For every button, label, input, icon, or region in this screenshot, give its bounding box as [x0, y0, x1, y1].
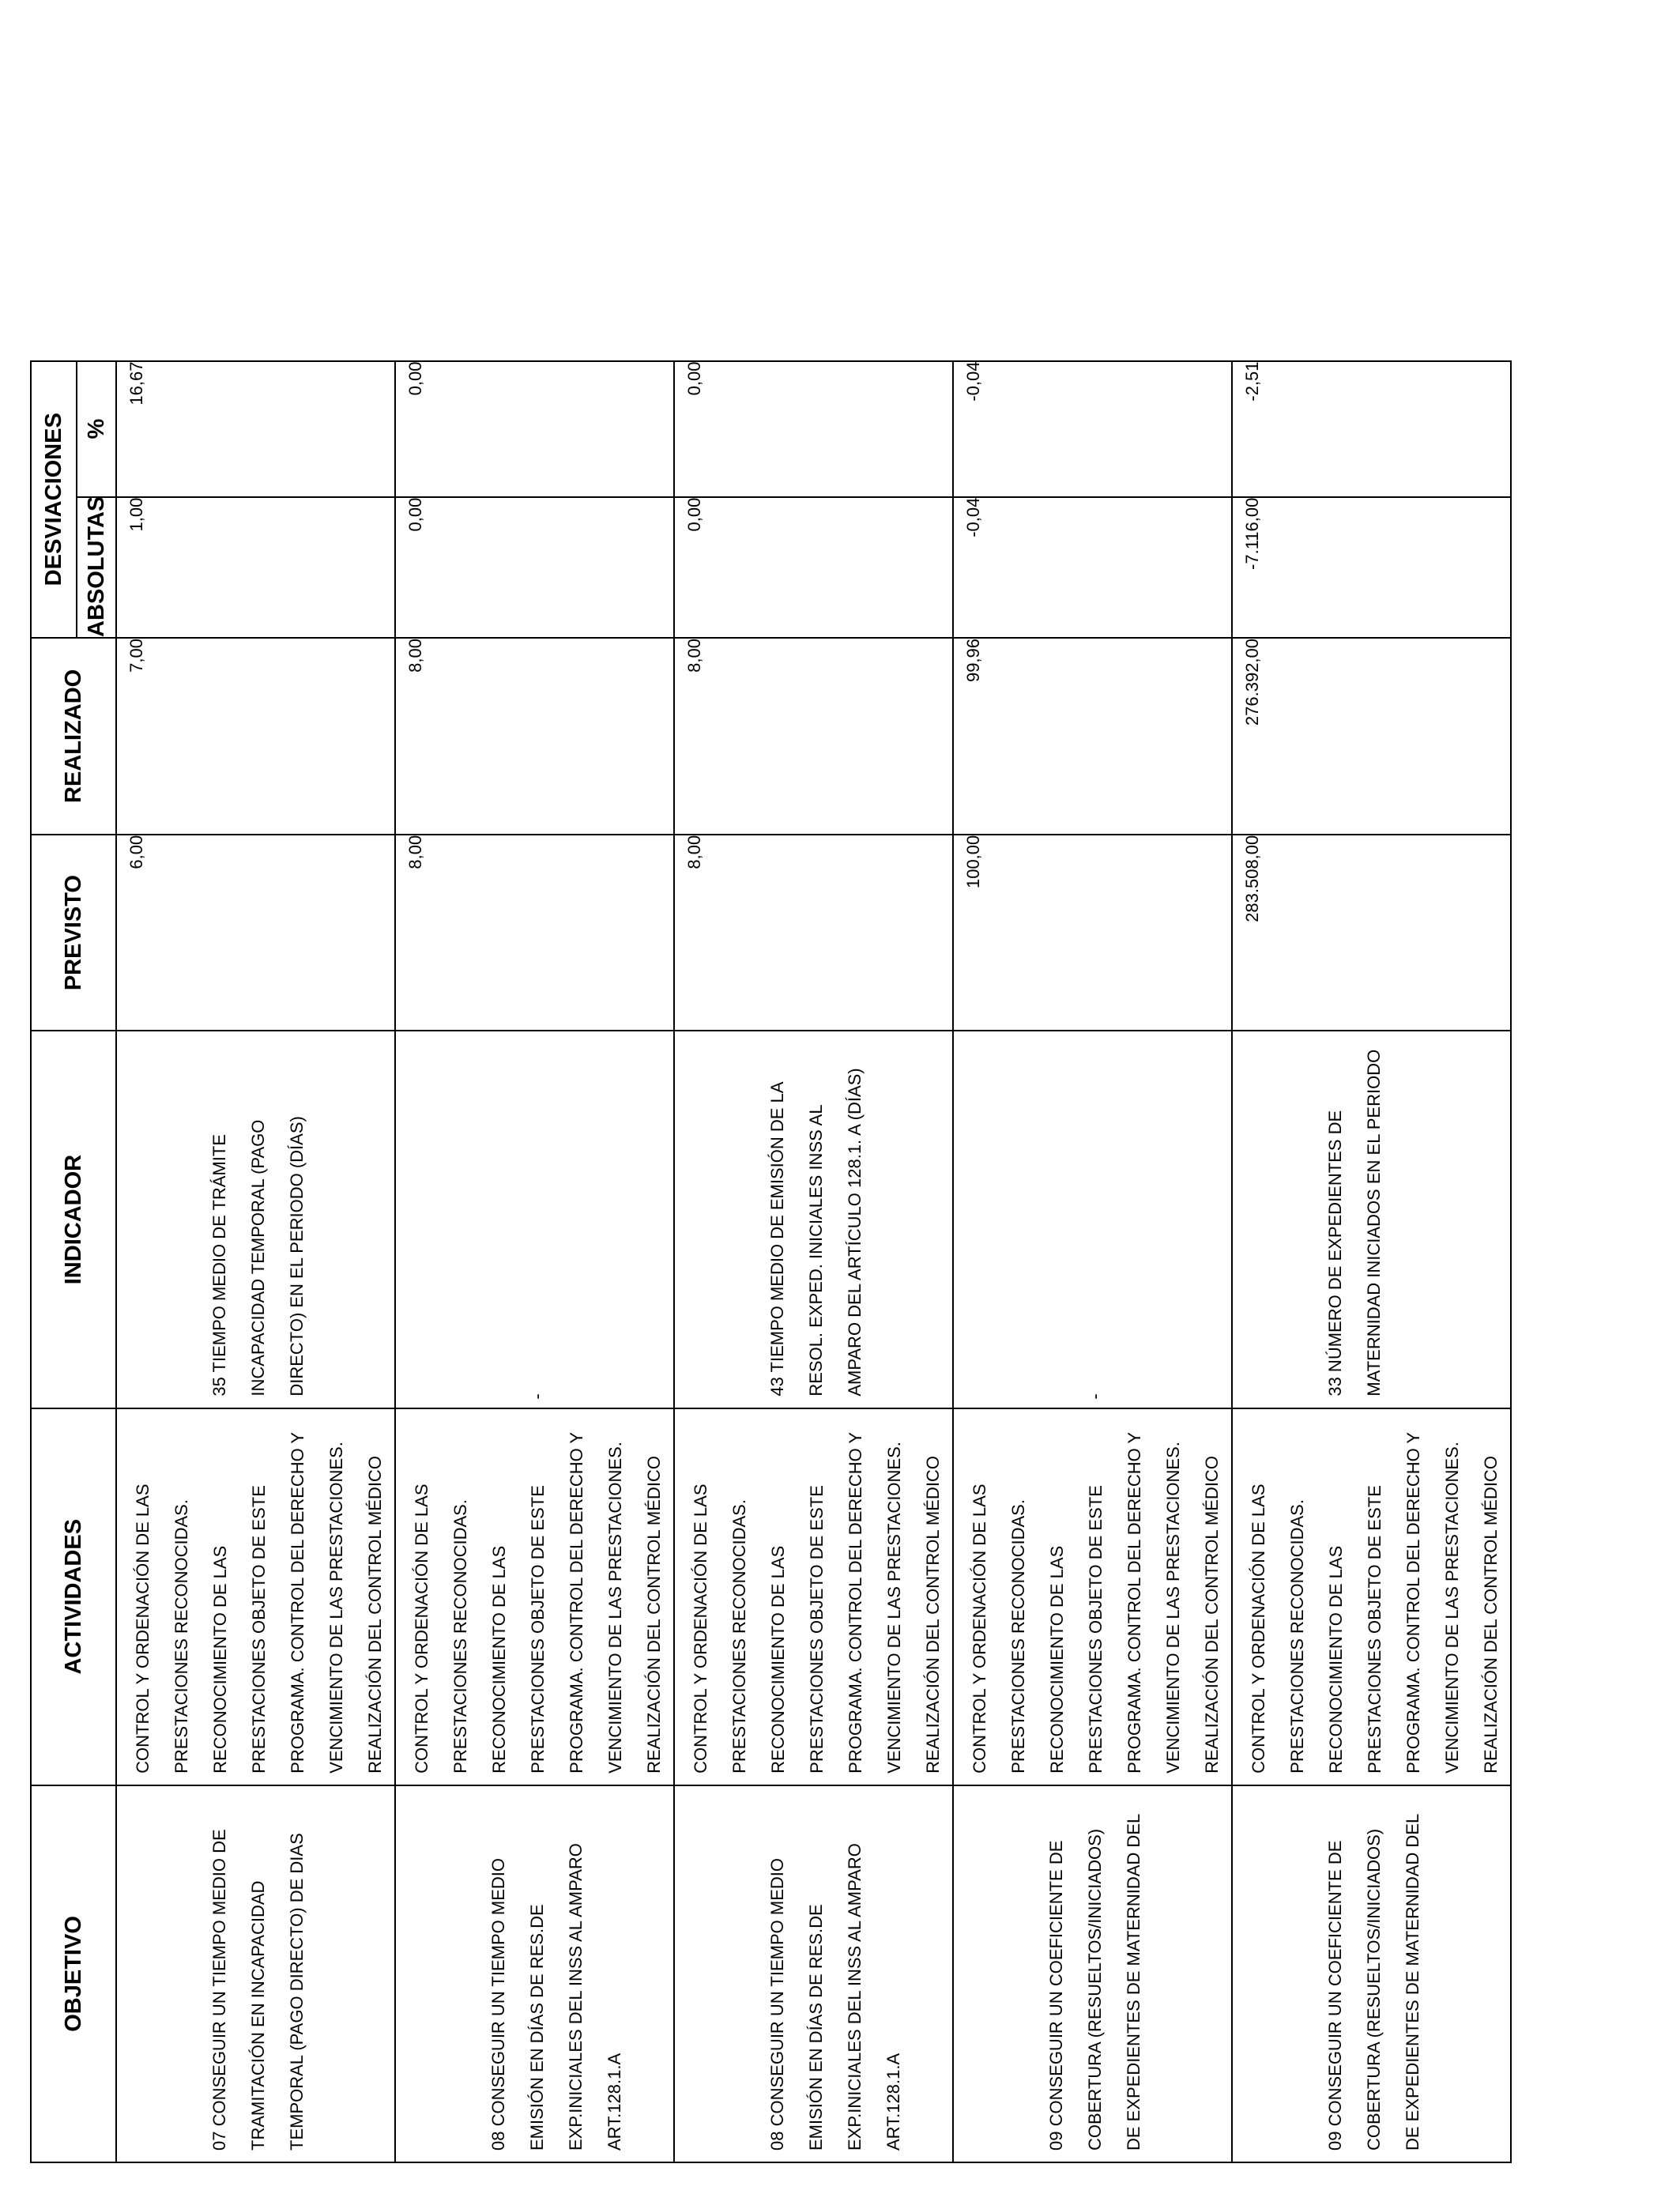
cell-indicador-line: INCAPACIDAD TEMPORAL (PAGO: [248, 1119, 268, 1397]
cell-indicador-line: AMPARO DEL ARTÍCULO 128.1. A (DÍAS): [845, 1068, 864, 1397]
cell-indicador-line: RESOL. EXPED. INICIALES INSS AL: [806, 1104, 826, 1397]
cell-indicador-line: MATERNIDAD INICIADOS EN EL PERIODO: [1364, 1049, 1384, 1397]
cell-porcentaje: -2,51: [1232, 361, 1511, 497]
cell-objetivo-line: 08 CONSEGUIR UN TIEMPO MEDIO: [488, 1858, 508, 2151]
cell-actividades-line: CONTROL Y ORDENACIÓN DE LAS: [1249, 1483, 1268, 1774]
cell-realizado: 8,00: [395, 638, 674, 835]
objectives-table: [30, 36, 1512, 2163]
cell-actividades-line: PROGRAMA. CONTROL DEL DERECHO Y: [288, 1431, 307, 1774]
cell-objetivo-line: DE EXPEDIENTES DE MATERNIDAD DEL: [1124, 1813, 1143, 2151]
table-row: [116, 36, 395, 2162]
cell-indicador-line: 43 TIEMPO MEDIO DE EMISIÓN DE LA: [767, 1081, 787, 1397]
cell-actividades-line: REALIZACIÓN DEL CONTROL MÉDICO: [1202, 1456, 1222, 1774]
cell-actividades-line: PRESTACIONES RECONOCIDAS.: [729, 1499, 749, 1774]
table-row: [674, 36, 953, 2162]
cell-actividades-line: RECONOCIMIENTO DE LAS: [768, 1545, 788, 1774]
cell-objetivo-line: 09 CONSEGUIR UN COEFICIENTE DE: [1046, 1840, 1066, 2151]
cell-actividades-line: PROGRAMA. CONTROL DEL DERECHO Y: [846, 1431, 865, 1774]
header-porcentaje: %: [77, 361, 116, 497]
cell-actividades-line: RECONOCIMIENTO DE LAS: [1326, 1545, 1346, 1774]
table-row: [953, 36, 1232, 2162]
header-previsto: PREVISTO: [31, 835, 116, 1031]
cell-actividades-line: REALIZACIÓN DEL CONTROL MÉDICO: [923, 1456, 943, 1774]
cell-actividades-line: RECONOCIMIENTO DE LAS: [210, 1545, 230, 1774]
table-row: [395, 36, 674, 2162]
cell-porcentaje: 16,67: [116, 361, 395, 497]
cell-porcentaje: 0,00: [395, 361, 674, 497]
blank-margin-cell: [395, 36, 674, 361]
header-desviaciones: DESVIACIONES: [31, 361, 77, 638]
cell-indicador: [1232, 1031, 1511, 1408]
cell-objetivo: [953, 1785, 1232, 2162]
cell-indicador: [116, 1031, 395, 1408]
cell-previsto: 8,00: [674, 835, 953, 1031]
blank-margin: [31, 36, 116, 361]
cell-actividades-line: PRESTACIONES RECONOCIDAS.: [171, 1499, 191, 1774]
cell-indicador: [395, 1031, 674, 1408]
cell-actividades-line: PRESTACIONES OBJETO DE ESTE: [1086, 1485, 1106, 1774]
cell-actividades: [953, 1408, 1232, 1785]
cell-objetivo-line: 07 CONSEGUIR UN TIEMPO MEDIO DE: [209, 1829, 229, 2151]
cell-actividades-line: PROGRAMA. CONTROL DEL DERECHO Y: [567, 1431, 586, 1774]
cell-actividades-line: CONTROL Y ORDENACIÓN DE LAS: [970, 1483, 989, 1774]
cell-realizado: 276.392,00: [1232, 638, 1511, 835]
cell-objetivo: [395, 1785, 674, 2162]
cell-objetivo: [1232, 1785, 1511, 2162]
blank-margin-cell: [116, 36, 395, 361]
cell-actividades-line: PRESTACIONES RECONOCIDAS.: [1008, 1499, 1028, 1774]
cell-objetivo-line: 08 CONSEGUIR UN TIEMPO MEDIO: [767, 1858, 787, 2151]
cell-objetivo-line: 09 CONSEGUIR UN COEFICIENTE DE: [1325, 1840, 1345, 2151]
cell-porcentaje: 0,00: [674, 361, 953, 497]
cell-actividades-line: PRESTACIONES RECONOCIDAS.: [1287, 1499, 1307, 1774]
cell-actividades: [395, 1408, 674, 1785]
cell-porcentaje: -0,04: [953, 361, 1232, 497]
cell-indicador-line: 35 TIEMPO MEDIO DE TRÁMITE: [209, 1133, 229, 1397]
cell-objetivo-line: TRAMITACIÓN EN INCAPACIDAD: [248, 1880, 268, 2151]
cell-objetivo-line: EXP.INICIALES DEL INSS AL AMPARO: [566, 1843, 586, 2151]
cell-actividades-line: CONTROL Y ORDENACIÓN DE LAS: [412, 1483, 431, 1774]
cell-actividades-line: REALIZACIÓN DEL CONTROL MÉDICO: [644, 1456, 664, 1774]
cell-actividades-line: REALIZACIÓN DEL CONTROL MÉDICO: [365, 1456, 385, 1774]
cell-previsto: 8,00: [395, 835, 674, 1031]
cell-actividades-line: PROGRAMA. CONTROL DEL DERECHO Y: [1403, 1431, 1423, 1774]
cell-actividades: [1232, 1408, 1511, 1785]
cell-actividades-line: PRESTACIONES RECONOCIDAS.: [450, 1499, 470, 1774]
cell-objetivo-line: EXP.INICIALES DEL INSS AL AMPARO: [845, 1843, 864, 2151]
cell-objetivo-line: EMISIÓN EN DÍAS DE RES.DE: [527, 1904, 547, 2151]
header-realizado: REALIZADO: [31, 638, 116, 835]
cell-actividades-line: PRESTACIONES OBJETO DE ESTE: [1365, 1485, 1384, 1774]
cell-indicador: [953, 1031, 1232, 1408]
cell-actividades-line: VENCIMIENTO DE LAS PRESTACIONES.: [1163, 1442, 1183, 1774]
cell-objetivo-line: COBERTURA (RESUELTOS/INICIADOS): [1364, 1828, 1384, 2151]
cell-actividades-line: PRESTACIONES OBJETO DE ESTE: [807, 1485, 827, 1774]
cell-absolutas: 0,00: [674, 497, 953, 638]
cell-actividades-line: VENCIMIENTO DE LAS PRESTACIONES.: [326, 1442, 346, 1774]
cell-objetivo-line: COBERTURA (RESUELTOS/INICIADOS): [1085, 1828, 1105, 2151]
header-actividades: ACTIVIDADES: [31, 1408, 116, 1785]
cell-actividades: [674, 1408, 953, 1785]
blank-margin-cell: [674, 36, 953, 361]
blank-margin-cell: [953, 36, 1232, 361]
cell-objetivo-line: DE EXPEDIENTES DE MATERNIDAD DEL: [1403, 1813, 1422, 2151]
cell-realizado: 99,96: [953, 638, 1232, 835]
cell-realizado: 8,00: [674, 638, 953, 835]
blank-margin-cell: [1232, 36, 1511, 361]
header-indicador: INDICADOR: [31, 1031, 116, 1408]
cell-actividades-line: PROGRAMA. CONTROL DEL DERECHO Y: [1124, 1431, 1144, 1774]
cell-objetivo-line: ART.128.1.A: [605, 2053, 624, 2151]
cell-indicador-line: DIRECTO) EN EL PERIODO (DÍAS): [287, 1116, 307, 1397]
cell-objetivo-line: TEMPORAL (PAGO DIRECTO) DE DIAS: [287, 1833, 307, 2151]
header-objetivo: OBJETIVO: [31, 1785, 116, 2162]
cell-actividades-line: VENCIMIENTO DE LAS PRESTACIONES.: [605, 1442, 625, 1774]
table-row: [1232, 36, 1511, 2162]
cell-absolutas: 0,00: [395, 497, 674, 638]
cell-actividades-line: RECONOCIMIENTO DE LAS: [1047, 1545, 1067, 1774]
cell-actividades-line: VENCIMIENTO DE LAS PRESTACIONES.: [884, 1442, 904, 1774]
cell-actividades-line: PRESTACIONES OBJETO DE ESTE: [528, 1485, 548, 1774]
cell-actividades-line: RECONOCIMIENTO DE LAS: [489, 1545, 509, 1774]
cell-absolutas: -7.116,00: [1232, 497, 1511, 638]
cell-absolutas: 1,00: [116, 497, 395, 638]
cell-actividades-line: REALIZACIÓN DEL CONTROL MÉDICO: [1481, 1456, 1501, 1774]
cell-absolutas: -0,04: [953, 497, 1232, 638]
table-body: [116, 36, 1511, 2162]
cell-objetivo-line: ART.128.1.A: [883, 2053, 903, 2151]
header-absolutas: ABSOLUTAS: [77, 497, 116, 638]
cell-previsto: 100,00: [953, 835, 1232, 1031]
cell-objetivo: [674, 1785, 953, 2162]
cell-indicador-line: 33 NÚMERO DE EXPEDIENTES DE: [1325, 1110, 1345, 1397]
cell-indicador-line: -: [527, 1393, 547, 1400]
rotated-report: [30, 36, 1501, 2163]
cell-realizado: 7,00: [116, 638, 395, 835]
cell-actividades-line: CONTROL Y ORDENACIÓN DE LAS: [691, 1483, 710, 1774]
cell-actividades: [116, 1408, 395, 1785]
cell-actividades-line: VENCIMIENTO DE LAS PRESTACIONES.: [1442, 1442, 1462, 1774]
cell-actividades-line: CONTROL Y ORDENACIÓN DE LAS: [133, 1483, 153, 1774]
cell-indicador: [674, 1031, 953, 1408]
cell-previsto: 6,00: [116, 835, 395, 1031]
cell-objetivo-line: EMISIÓN EN DÍAS DE RES.DE: [806, 1904, 826, 2151]
cell-previsto: 283.508,00: [1232, 835, 1511, 1031]
cell-objetivo: [116, 1785, 395, 2162]
cell-indicador-line: -: [1085, 1393, 1105, 1400]
cell-actividades-line: PRESTACIONES OBJETO DE ESTE: [249, 1485, 269, 1774]
